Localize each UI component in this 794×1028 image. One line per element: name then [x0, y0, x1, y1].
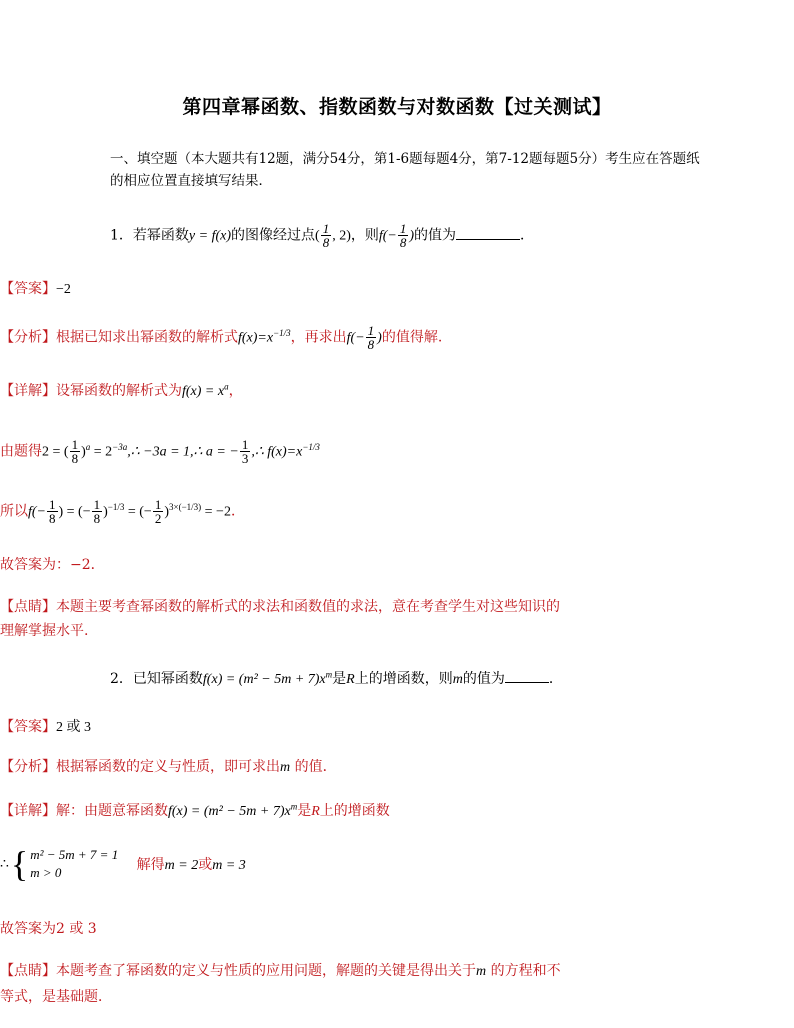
- q1-detail: [0, 380, 243, 400]
- q1-so-end: ．: [230, 503, 245, 520]
- q2-analysis-text-b: 的值．: [290, 759, 337, 775]
- page-title: 第四章幂函数、指数函数与对数函数【过关测试】: [182, 96, 612, 118]
- q2-detail: [0, 800, 390, 820]
- q1-comment-line-2: 理解掌握水平.: [0, 623, 89, 639]
- q1-answer-tag: 【答案】: [0, 281, 56, 297]
- question-1-end: ．: [520, 227, 535, 244]
- q1-final: 故答案为：−2．: [0, 557, 105, 573]
- left-brace-icon: {: [10, 844, 29, 884]
- q1-derivation-eq4: ,∴ −3a = 1,∴ a = −: [127, 444, 239, 460]
- q2-detail-exp: m: [290, 801, 298, 812]
- q2-comment-text-b: 的方程和不: [486, 963, 561, 979]
- q1-analysis-tag: 【分析】: [0, 329, 56, 346]
- q1-analysis-fraction: $\frac{1}{8}$: [367, 323, 375, 352]
- q1-answer-value: −2: [56, 282, 71, 297]
- q1-so-fraction-3: $\frac{1}{2}$: [154, 497, 162, 526]
- question-2-func: f(x) = (m² − 5m + 7)x: [202, 672, 326, 687]
- question-2-text-b: 是: [332, 671, 347, 687]
- q2-detail-text-c: 上的增函数: [319, 803, 390, 819]
- question-2: [110, 668, 563, 688]
- question-1-text-a: 若幂函数: [132, 227, 189, 244]
- q2-analysis-m: m: [280, 760, 291, 775]
- question-1-answer-blank: [456, 227, 520, 240]
- q1-derivation-eq5: ,∴ f(x)=x: [251, 444, 303, 460]
- q2-final: 故答案为2 或 3: [0, 921, 97, 937]
- q2-comment-tag: 【点睛】: [0, 963, 56, 979]
- q2-comment-m: m: [476, 964, 487, 979]
- question-2-text-c: 上的增函数，则: [354, 671, 453, 687]
- q2-detail-text-a: 解：由题意幂函数: [56, 803, 168, 819]
- q2-solve-label: 解得: [136, 857, 165, 873]
- q2-answer-value: 2 或 3: [56, 720, 91, 735]
- question-1-point-fraction: $\frac{1}{8}$: [322, 221, 330, 250]
- q1-so-eq1: f(−: [28, 504, 46, 520]
- q1-so-eq3: ): [103, 504, 108, 520]
- q1-derivation: [0, 438, 320, 465]
- q1-detail-exp: a: [224, 381, 229, 392]
- q1-detail-func: f(x) = x: [182, 384, 225, 399]
- q2-solve-or: 或: [198, 857, 213, 873]
- q2-detail-R: R: [311, 804, 320, 819]
- q2-analysis-tag: 【分析】: [0, 759, 56, 775]
- question-2-exp: m: [325, 669, 333, 680]
- question-1-text-c: ，则: [350, 227, 379, 244]
- question-1: 1．若幂函数y = f(x)的图像经过点( $\frac{1}{8}$ , 2)，则f(− $\frac{1}{8}$ )的值为 ．: [110, 221, 535, 250]
- q2-system-equations: [30, 846, 118, 882]
- question-1-point-rest: , 2): [332, 228, 351, 244]
- q1-analysis-text-c: 的值得解.: [381, 329, 443, 346]
- q1-so-exp2: 3×(−1/3): [169, 501, 202, 512]
- question-2-answer-blank: [505, 670, 549, 683]
- q1-derivation-eq3: = 2: [90, 444, 113, 460]
- q2-analysis-text-a: 根据幂函数的定义与性质，即可求出: [56, 759, 280, 775]
- q1-so-fraction-2: $\frac{1}{8}$: [93, 497, 101, 526]
- q1-analysis-f-open: f(−: [346, 330, 365, 346]
- q2-detail-func: f(x) = (m² − 5m + 7)x: [168, 804, 291, 819]
- q1-derivation-eq2: ): [81, 444, 86, 460]
- q1-detail-end: ，: [228, 383, 243, 399]
- q2-detail-tag: 【详解】: [0, 803, 56, 819]
- q1-comment-text-1: 本题主要考查幂函数的解析式的求法和函数值的求法，意在考查学生对这些知识的: [56, 599, 560, 615]
- q1-so-eq4: = (−: [124, 504, 152, 520]
- q2-system-block: [0, 846, 118, 882]
- q1-comment-line-1: [0, 596, 560, 616]
- question-1-number: 1．: [110, 227, 133, 244]
- section-intro-line-2: 的相应位置直接填写结果．: [110, 173, 272, 189]
- q2-system-equation-2: m > 0: [30, 865, 62, 880]
- q2-analysis: [0, 756, 337, 776]
- q1-analysis-exp: −1/3: [273, 327, 291, 338]
- q1-so-eq2: ) = (−: [58, 504, 91, 520]
- question-2-R: R: [346, 672, 355, 687]
- q1-derivation-exp3: −1/3: [302, 441, 320, 452]
- q1-analysis-func: f(x)=x: [238, 330, 274, 346]
- q2-solve-eq1: m = 2: [164, 858, 199, 873]
- question-2-text-d: 的值为: [462, 671, 505, 687]
- question-1-value-fraction: $\frac{1}{8}$: [399, 221, 407, 250]
- q1-derivation-fraction: $\frac{1}{8}$: [71, 437, 79, 466]
- question-2-m: m: [452, 672, 463, 687]
- q1-analysis-f-close: ): [377, 330, 382, 346]
- q2-comment-line-2: 等式，是基础题．: [0, 989, 112, 1005]
- q1-derivation-exp1: a: [85, 441, 91, 452]
- q2-comment-line-1: [0, 960, 561, 980]
- q1-so-fraction-1: $\frac{1}{8}$: [49, 497, 56, 526]
- q2-solve-eq2: m = 3: [212, 858, 246, 873]
- q1-derivation-a-fraction: $\frac{1}{3}$: [241, 437, 249, 466]
- q1-analysis-text-a: 根据已知求出幂函数的解析式: [56, 329, 238, 346]
- q1-analysis: [0, 324, 442, 351]
- question-1-func: y = f(x): [188, 228, 232, 244]
- q2-solve: [137, 854, 246, 874]
- q1-derivation-eq1: 2 = (: [42, 444, 69, 460]
- q2-detail-text-b: 是: [297, 803, 312, 819]
- q2-system-equation-1: m² − 5m + 7 = 1: [30, 847, 119, 862]
- question-1-f-close: ): [409, 228, 415, 244]
- q1-detail-tag: 【详解】: [0, 383, 56, 399]
- question-1-text-b: 的图像经过点: [231, 227, 316, 244]
- question-1-text-d: 的值为: [414, 227, 457, 244]
- therefore-symbol: ∴: [0, 856, 9, 872]
- question-2-number: 2．: [110, 671, 133, 687]
- section-intro-line-1: 一、填空题（本大题共有12题，满分54分，第1-6题每题4分，第7-12题每题5分）考生应在答题纸: [110, 151, 700, 167]
- q2-answer-tag: 【答案】: [0, 719, 56, 735]
- q2-answer: [0, 716, 91, 736]
- question-2-text-a: 已知幂函数: [132, 671, 203, 687]
- question-1-f-open: f(−: [378, 228, 397, 244]
- q1-derivation-label: 由题得: [0, 443, 42, 460]
- q2-system: [0, 846, 246, 882]
- q1-derivation-exp2: −3a: [112, 441, 128, 452]
- q2-comment-text-a: 本题考查了幂函数的定义与性质的应用问题，解题的关键是得出关于: [56, 963, 476, 979]
- q1-so-eq6: = −2: [201, 504, 231, 520]
- q1-answer: [0, 278, 71, 298]
- q1-analysis-text-b: ，再求出: [290, 329, 347, 346]
- q1-so-label: 所以: [0, 503, 28, 520]
- q1-comment-tag: 【点睛】: [0, 599, 56, 615]
- q1-so: [0, 498, 245, 525]
- q1-detail-text: 设幂函数的解析式为: [56, 383, 182, 399]
- q1-so-exp1: −1/3: [107, 501, 125, 512]
- q1-so-eq5: ): [164, 504, 169, 520]
- question-2-end: ．: [548, 671, 563, 687]
